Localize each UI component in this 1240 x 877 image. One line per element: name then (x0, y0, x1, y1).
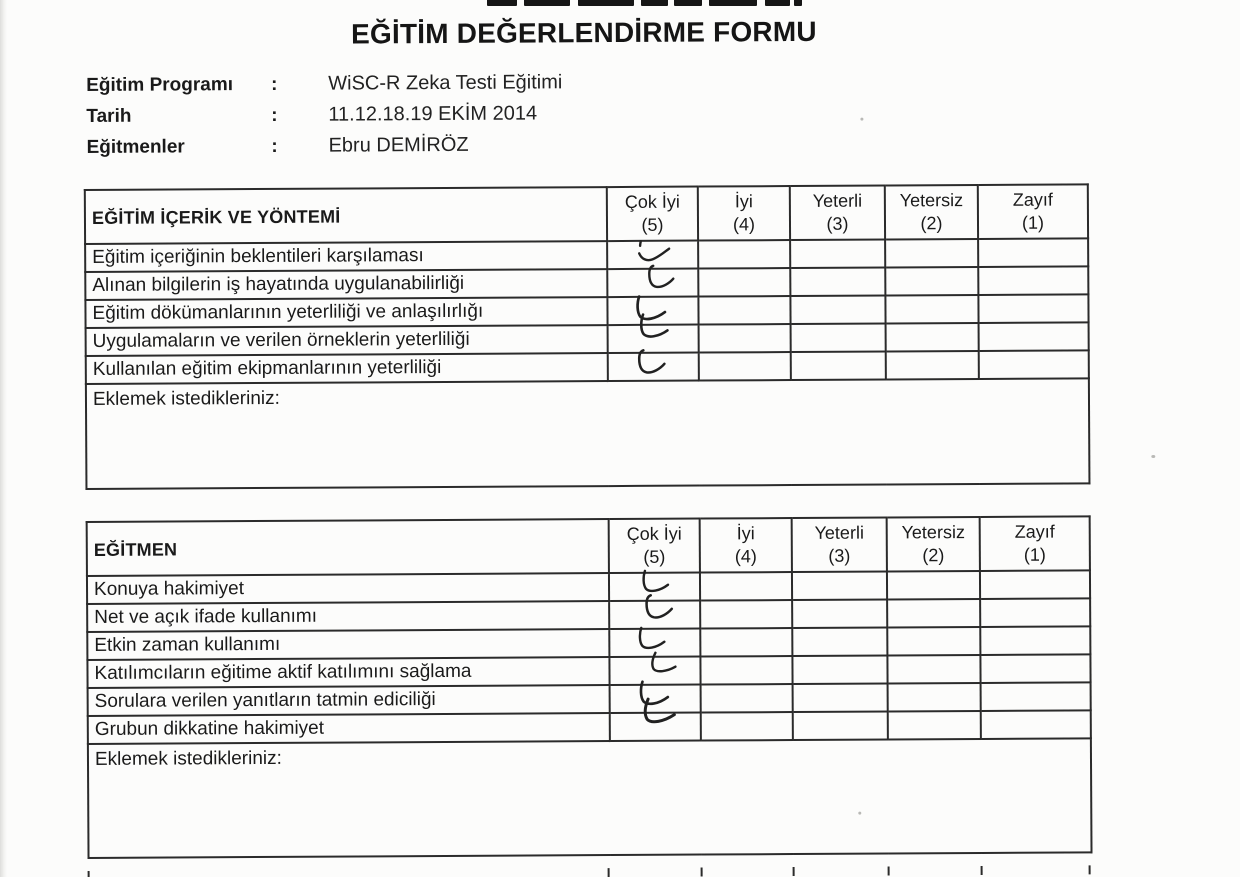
question-label: Net ve açık ifade kullanımı (87, 601, 609, 632)
meta-label: Eğitmenler (86, 135, 185, 158)
question-label: Grubun dikkatine hakimiyet (88, 713, 610, 744)
comments-label: Eklemek istedikleriniz: (94, 747, 282, 770)
rating-cell (886, 351, 979, 380)
question-label: Uygulamaların ve verilen örneklerin yeterliliği (86, 325, 608, 356)
scan-speck (860, 118, 863, 121)
rating-cell (978, 294, 1088, 323)
table-content-method (84, 183, 1091, 490)
rating-cell (887, 599, 980, 628)
rating-header-yeterli: Yeterli (3) (792, 518, 887, 573)
rating-cell (790, 296, 885, 325)
rating-cell (980, 570, 1090, 599)
meta-value: Ebru DEMİRÖZ (328, 133, 469, 157)
comments-row (88, 738, 1092, 858)
rating-cell (791, 352, 886, 381)
table-header-row (85, 184, 1088, 244)
rating-header-iyi: İyi (4) (698, 186, 790, 241)
meta-colon: : (270, 73, 278, 95)
handwritten-checkmark-icon (628, 347, 674, 377)
rating-header-zayif: Zayıf (1) (978, 184, 1088, 239)
rating-cell (790, 268, 885, 297)
scan-speck (858, 812, 861, 815)
section-heading: EĞİTİM İÇERİK VE YÖNTEMİ (85, 187, 607, 244)
question-row (88, 710, 1091, 744)
question-row (86, 350, 1089, 384)
meta-field-trainers (86, 129, 562, 163)
next-table-cutoff (3, 863, 1240, 877)
rating-header-cok-iyi: Çok İyi (5) (607, 187, 698, 242)
question-label: Eğitim içeriğinin beklentileri karşılaması (85, 241, 607, 272)
question-label: Etkin zaman kullanımı (87, 629, 609, 660)
meta-block (86, 67, 563, 163)
rating-cell (793, 712, 888, 741)
rating-cell (887, 627, 980, 656)
rating-cell (980, 598, 1090, 627)
handwritten-checkmark-icon (632, 236, 677, 266)
rating-cell (981, 710, 1091, 739)
meta-value: WiSC-R Zeka Testi Eğitimi (328, 71, 563, 95)
rating-cell (699, 324, 791, 353)
section-heading: EĞİTMEN (87, 519, 609, 576)
rating-cell (700, 572, 792, 601)
rating-header-yetersiz: Yetersiz (2) (887, 517, 980, 572)
question-label: Kullanılan eğitim ekipmanlarının yeterliliği (86, 353, 608, 384)
rating-cell (698, 268, 790, 297)
handwritten-checkmark-icon (630, 625, 674, 653)
rating-cell (792, 600, 887, 629)
rating-cell (792, 656, 887, 685)
rating-cell (888, 711, 981, 740)
handwritten-checkmark-icon (627, 693, 684, 732)
handwritten-checkmark-icon (635, 592, 681, 622)
rating-cell (978, 266, 1088, 295)
meta-label: Tarih (86, 105, 132, 127)
rating-cell (700, 600, 792, 629)
rating-cell (698, 296, 790, 325)
rating-cell (885, 267, 978, 296)
meta-label: Eğitim Programı (86, 73, 234, 96)
rating-cell (978, 238, 1088, 267)
rating-cell (699, 352, 791, 381)
rating-cell (700, 628, 792, 657)
handwritten-checkmark-icon (630, 311, 678, 343)
comments-row (86, 378, 1090, 489)
rating-cell (698, 240, 790, 269)
rating-cell (981, 682, 1091, 711)
rating-cell (888, 683, 981, 712)
question-label: Eğitim dökümanlarının yeterliliği ve anlaşılırlığı (85, 297, 607, 328)
form-title: EĞİTİM DEĞERLENDİRME FORMU (351, 15, 817, 50)
question-label: Katılımcıların eğitime aktif katılımını sağlama (87, 657, 609, 688)
meta-colon: : (271, 104, 278, 126)
handwritten-checkmark-icon (638, 263, 682, 291)
comments-label: Eklemek istedikleriniz: (92, 387, 280, 410)
handwritten-checkmark-icon (638, 650, 682, 678)
rating-cell (886, 323, 979, 352)
rating-cell (887, 571, 980, 600)
scan-speck (1151, 455, 1155, 458)
rating-cell (979, 322, 1089, 351)
question-label: Konuya hakimiyet (87, 573, 609, 604)
table-header-row (87, 516, 1090, 576)
rating-cell (792, 572, 887, 601)
table-trainer (86, 515, 1093, 859)
rating-header-cok-iyi: Çok İyi (5) (609, 519, 700, 574)
rating-cell (791, 324, 886, 353)
rating-cell (701, 712, 793, 741)
rating-cell (885, 239, 978, 268)
rating-cell (700, 656, 792, 685)
rating-cell (701, 684, 793, 713)
question-label: Sorulara verilen yanıtların tatmin ediciliği (88, 685, 610, 716)
rating-cell (980, 626, 1090, 655)
comments-cell (88, 738, 1092, 858)
rating-header-yetersiz: Yetersiz (2) (885, 185, 978, 240)
rating-cell (980, 654, 1090, 683)
meta-value: 11.12.18.19 EKİM 2014 (328, 102, 538, 126)
rating-cell (610, 713, 701, 742)
rating-cell (793, 684, 888, 713)
meta-colon: : (271, 135, 278, 157)
rating-cell (885, 295, 978, 324)
rating-cell (792, 628, 887, 657)
rating-cell (979, 350, 1089, 379)
rating-header-zayif: Zayıf (1) (980, 516, 1090, 571)
comments-cell (86, 378, 1090, 489)
rating-cell (608, 353, 699, 382)
meta-field-date (86, 98, 562, 132)
meta-field-program (86, 67, 562, 101)
rating-cell (887, 655, 980, 684)
rating-header-iyi: İyi (4) (700, 518, 792, 573)
rating-cell (790, 240, 885, 269)
rating-header-yeterli: Yeterli (3) (790, 186, 885, 241)
question-label: Alınan bilgilerin iş hayatında uygulanabilirliği (85, 269, 607, 300)
